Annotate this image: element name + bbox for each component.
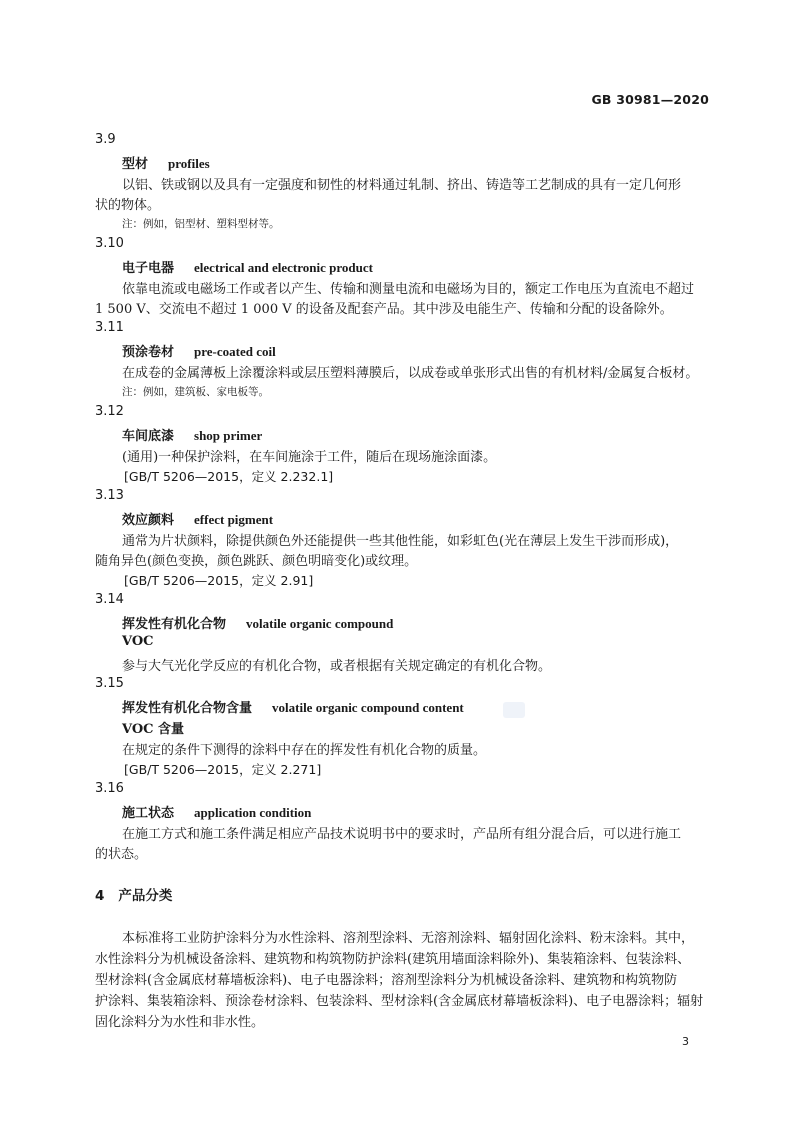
paragraph-line: 本标准将工业防护涂料分为水性涂料、溶剂型涂料、无溶剂涂料、辐射固化涂料、粉末涂料。其中， [122,931,695,946]
term-heading [122,697,464,716]
term-heading [122,613,393,632]
section-number: 4 [95,888,105,904]
source-reference: [GB/T 5206—2015，定义 2.91] [124,573,314,588]
term-heading [122,509,273,528]
section-title: 产品分类 [118,888,173,904]
term-heading [122,425,262,444]
watermark-logo [503,702,525,718]
term-en: shop primer [194,428,263,443]
term-heading [122,802,311,821]
term-zh: 型材 [122,157,149,172]
definition-text: 随角异色(颜色变换，颜色跳跃、颜色明暗变化)或纹理。 [95,554,418,569]
term-number: 3.14 [95,592,124,607]
term-abbreviation: VOC 含量 [122,722,185,737]
term-en: pre-coated coil [194,344,276,359]
term-zh: 效应颜料 [122,513,175,528]
definition-text: 通常为片状颜料，除提供颜色外还能提供一些其他性能，如彩虹色(光在薄层上发生干涉而形成)， [122,534,679,549]
page-number: 3 [682,1035,689,1048]
term-en: volatile organic compound content [272,700,464,715]
term-note: 注：例如，建筑板、家电板等。 [122,386,269,398]
term-en: effect pigment [194,512,274,527]
term-en: electrical and electronic product [194,260,373,275]
term-number: 3.9 [95,132,116,147]
definition-text: 在成卷的金属薄板上涂覆涂料或层压塑料薄膜后，以成卷或单张形式出售的有机材料/金属复合板材。 [122,366,699,381]
term-heading [122,153,210,172]
paragraph-line: 固化涂料分为水性和非水性。 [95,1015,265,1030]
term-en: profiles [168,156,210,171]
term-en: volatile organic compound [246,616,394,631]
term-heading [122,257,373,276]
section-heading [95,884,172,904]
term-number: 3.11 [95,320,124,335]
definition-text: 在施工方式和施工条件满足相应产品技术说明书中的要求时，产品所有组分混合后，可以进行施工 [122,827,682,842]
paragraph-line: 护涂料、集装箱涂料、预涂卷材涂料、包装涂料、型材涂料(含金属底材幕墙板涂料)、电子电器涂料；辐射 [95,994,704,1009]
standard-code: GB 30981—2020 [591,92,709,107]
term-zh: 挥发性有机化合物含量 [122,701,253,716]
term-heading [122,341,276,360]
term-abbreviation: VOC [122,634,154,649]
definition-text: (通用)一种保护涂料，在车间施涂于工件，随后在现场施涂面漆。 [122,450,497,465]
source-reference: [GB/T 5206—2015，定义 2.232.1] [124,469,334,484]
definition-text: 状的物体。 [95,198,161,213]
definition-text: 以铝、铁或钢以及具有一定强度和韧性的材料通过轧制、挤出、铸造等工艺制成的具有一定几何形 [122,178,682,193]
definition-text: 参与大气光化学反应的有机化合物，或者根据有关规定确定的有机化合物。 [122,659,552,674]
paragraph-line: 水性涂料分为机械设备涂料、建筑物和构筑物防护涂料(建筑用墙面涂料除外)、集装箱涂料、包装涂料、 [95,952,691,967]
term-number: 3.12 [95,404,124,419]
definition-text: 的状态。 [95,847,148,862]
term-zh: 预涂卷材 [122,345,175,360]
term-zh: 挥发性有机化合物 [122,617,227,632]
term-en: application condition [194,805,312,820]
term-number: 3.10 [95,236,124,251]
term-number: 3.16 [95,781,124,796]
term-zh: 电子电器 [122,261,175,276]
paragraph-line: 型材涂料(含金属底材幕墙板涂料)、电子电器涂料；溶剂型涂料分为机械设备涂料、建筑物和构筑物防 [95,973,678,988]
term-number: 3.13 [95,488,124,503]
definition-text: 依靠电流或电磁场工作或者以产生、传输和测量电流和电磁场为目的，额定工作电压为直流电不超过 [122,282,695,297]
definition-text: 在规定的条件下测得的涂料中存在的挥发性有机化合物的质量。 [122,743,487,758]
term-zh: 车间底漆 [122,429,175,444]
term-note: 注：例如，铝型材、塑料型材等。 [122,218,280,230]
definition-text: 1 500 V、交流电不超过 1 000 V 的设备及配套产品。其中涉及电能生产、传输和分配的设备除外。 [95,302,673,317]
term-zh: 施工状态 [122,806,175,821]
source-reference: [GB/T 5206—2015，定义 2.271] [124,762,322,777]
term-number: 3.15 [95,676,124,691]
